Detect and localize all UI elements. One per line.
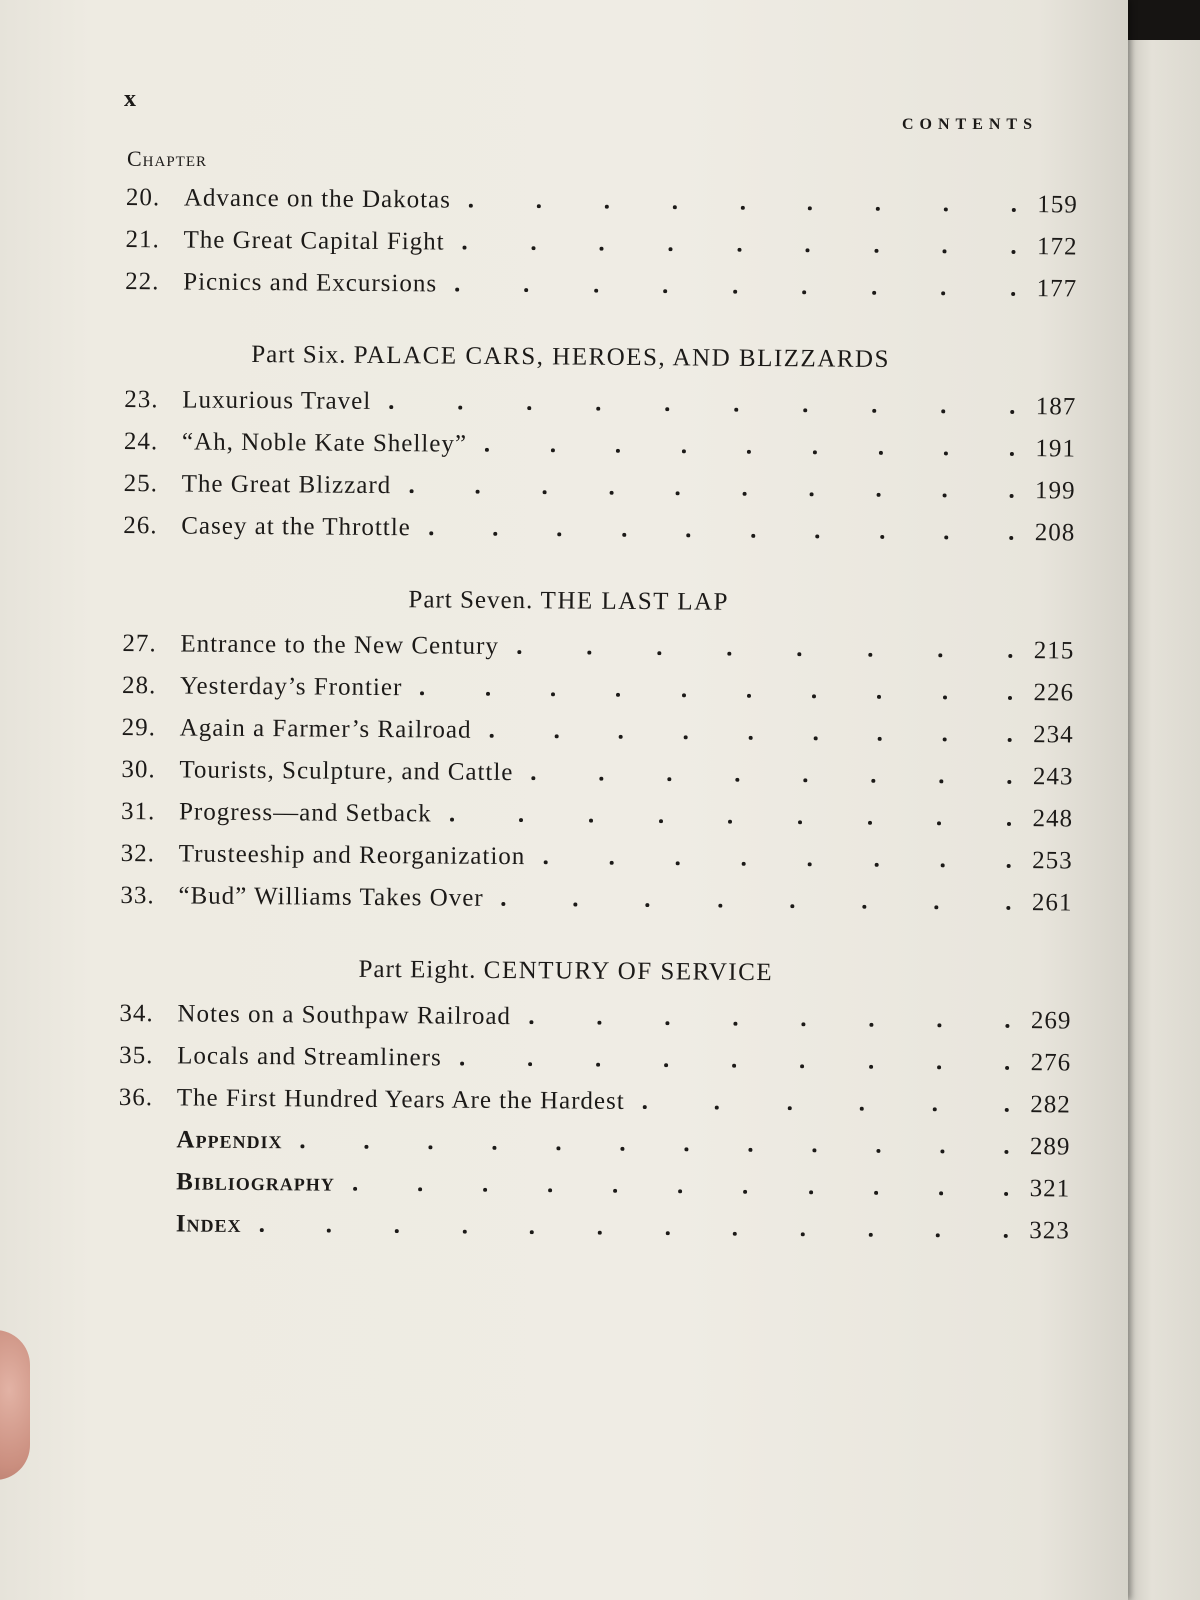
running-head: CONTENTS (901, 116, 1038, 133)
chapter-title: Casey at the Throttle (181, 512, 411, 542)
page-number: 323 (1029, 1217, 1070, 1245)
chapter-title: Tourists, Sculpture, and Cattle (179, 756, 514, 787)
part-heading (123, 584, 1075, 619)
chapter-number: 20. (125, 184, 161, 212)
chapter-number: 25. (123, 469, 159, 498)
chapter-title: Progress—and Setback (178, 798, 432, 828)
chapter-title: Locals and Streamliners (177, 1042, 442, 1072)
page-number: 191 (1035, 435, 1077, 463)
page-number: 208 (1034, 519, 1076, 547)
back-matter (118, 1126, 1071, 1259)
dot-leader (410, 687, 1022, 700)
chapter-number: 34. (119, 999, 154, 1028)
page-number: 282 (1030, 1091, 1071, 1119)
toc-entry (119, 1000, 1071, 1049)
part-label: Part Six. (251, 340, 347, 369)
chapter-number: 35. (119, 1041, 154, 1070)
chapter-number: 21. (125, 225, 160, 254)
chapter-title: Bibliography (176, 1168, 335, 1197)
thumb (0, 1330, 30, 1480)
chapter-title: Again a Farmer’s Railroad (179, 714, 472, 744)
chapter-title: Notes on a Southpaw Railroad (177, 1000, 512, 1031)
toc-entry (126, 184, 1078, 233)
dot-leader (459, 200, 1026, 212)
page-number: 172 (1036, 233, 1078, 261)
chapter-number: 33. (120, 881, 155, 910)
toc-entry (123, 470, 1075, 519)
chapter-title: Index (175, 1210, 242, 1238)
chapter-number: 23. (124, 385, 159, 414)
page-number: 289 (1029, 1133, 1071, 1161)
toc-entry (121, 798, 1073, 847)
page-number: 226 (1033, 679, 1075, 707)
dot-leader (343, 1183, 1018, 1196)
dot-leader (492, 898, 1021, 910)
table-of-contents (118, 184, 1078, 1259)
toc-entry (125, 268, 1077, 317)
dot-leader (633, 1101, 1019, 1112)
page-number: 276 (1030, 1049, 1072, 1077)
chapter-number: 27. (122, 629, 157, 658)
chapter-title: Appendix (176, 1126, 283, 1155)
dot-leader (475, 444, 1024, 456)
toc-entry (122, 630, 1074, 679)
page-number: 215 (1033, 637, 1075, 665)
page-number: 159 (1037, 191, 1078, 219)
dot-leader (445, 284, 1025, 297)
chapter-number: 24. (123, 427, 159, 456)
dot-leader (450, 1058, 1019, 1070)
toc-entry (118, 1168, 1070, 1217)
chapter-title: “Bud” Williams Takes Over (178, 882, 484, 912)
chapter-number: 22. (125, 267, 160, 296)
facing-page-edge (1120, 40, 1200, 1600)
part-label: Part Seven. (408, 586, 534, 615)
toc-entry (118, 1210, 1070, 1259)
dot-leader (250, 1224, 1018, 1238)
part-title: PALACE CARS, HEROES, AND BLIZZARDS (353, 341, 891, 374)
toc-section (123, 340, 1077, 561)
toc-section (120, 584, 1075, 931)
chapter-title: Trusteeship and Reorganization (178, 840, 526, 871)
toc-entry (123, 512, 1075, 561)
chapter-number: 26. (123, 511, 158, 540)
page-number: 243 (1032, 763, 1074, 791)
toc-entry (124, 428, 1076, 477)
page-number: 187 (1035, 393, 1077, 421)
page-number: 321 (1029, 1175, 1071, 1203)
chapter-title: Entrance to the New Century (180, 630, 500, 660)
part-heading (125, 340, 1077, 375)
chapter-number: 29. (121, 713, 157, 742)
page-number: 177 (1036, 275, 1078, 303)
toc-entry (118, 1126, 1070, 1175)
dot-leader (379, 401, 1024, 414)
chapter-title: “Ah, Noble Kate Shelley” (181, 428, 468, 458)
page-folio: x (124, 86, 136, 112)
toc-entry (122, 672, 1074, 721)
toc-entry (120, 882, 1072, 931)
chapter-number: 36. (118, 1083, 154, 1112)
chapter-title: Yesterday’s Frontier (179, 672, 403, 702)
toc-entry (121, 840, 1073, 889)
toc-entry (121, 756, 1073, 805)
chapter-title: The First Hundred Years Are the Hardest (176, 1084, 625, 1115)
dot-leader (519, 1016, 1020, 1028)
chapter-number: 32. (120, 839, 156, 868)
toc-entry (119, 1042, 1071, 1091)
chapter-column-label: Chapter (127, 146, 208, 171)
chapter-number: 28. (121, 671, 157, 700)
part-title: CENTURY OF SERVICE (483, 956, 774, 987)
dot-leader (521, 772, 1021, 784)
dot-leader (507, 646, 1022, 658)
toc-entry (119, 1084, 1071, 1133)
toc-section (119, 954, 1072, 1133)
chapter-title: Luxurious Travel (182, 386, 372, 415)
chapter-title: Advance on the Dakotas (183, 184, 452, 214)
dot-leader (399, 485, 1023, 498)
dot-leader (533, 856, 1020, 868)
toc-entry (125, 226, 1077, 275)
toc-entry (122, 714, 1074, 763)
chapter-number: 31. (120, 797, 156, 826)
dot-leader (453, 242, 1026, 254)
toc-section (125, 184, 1078, 317)
page-number: 269 (1030, 1007, 1072, 1035)
dot-leader (479, 730, 1021, 742)
part-heading (120, 954, 1072, 989)
chapter-title: Picnics and Excursions (183, 268, 438, 298)
page-number: 234 (1033, 721, 1074, 749)
dot-leader (440, 813, 1021, 826)
dot-leader (419, 527, 1024, 540)
chapter-number: 30. (121, 755, 156, 784)
page-number: 199 (1035, 477, 1076, 505)
page-number: 253 (1032, 847, 1073, 875)
chapter-title: The Great Capital Fight (183, 226, 445, 256)
page-number: 248 (1032, 805, 1074, 833)
page-number: 261 (1031, 889, 1073, 917)
chapter-title: The Great Blizzard (181, 470, 392, 500)
dot-leader (290, 1140, 1018, 1154)
toc-entry (124, 386, 1076, 435)
part-title: THE LAST LAP (540, 587, 730, 616)
part-label: Part Eight. (358, 955, 477, 984)
